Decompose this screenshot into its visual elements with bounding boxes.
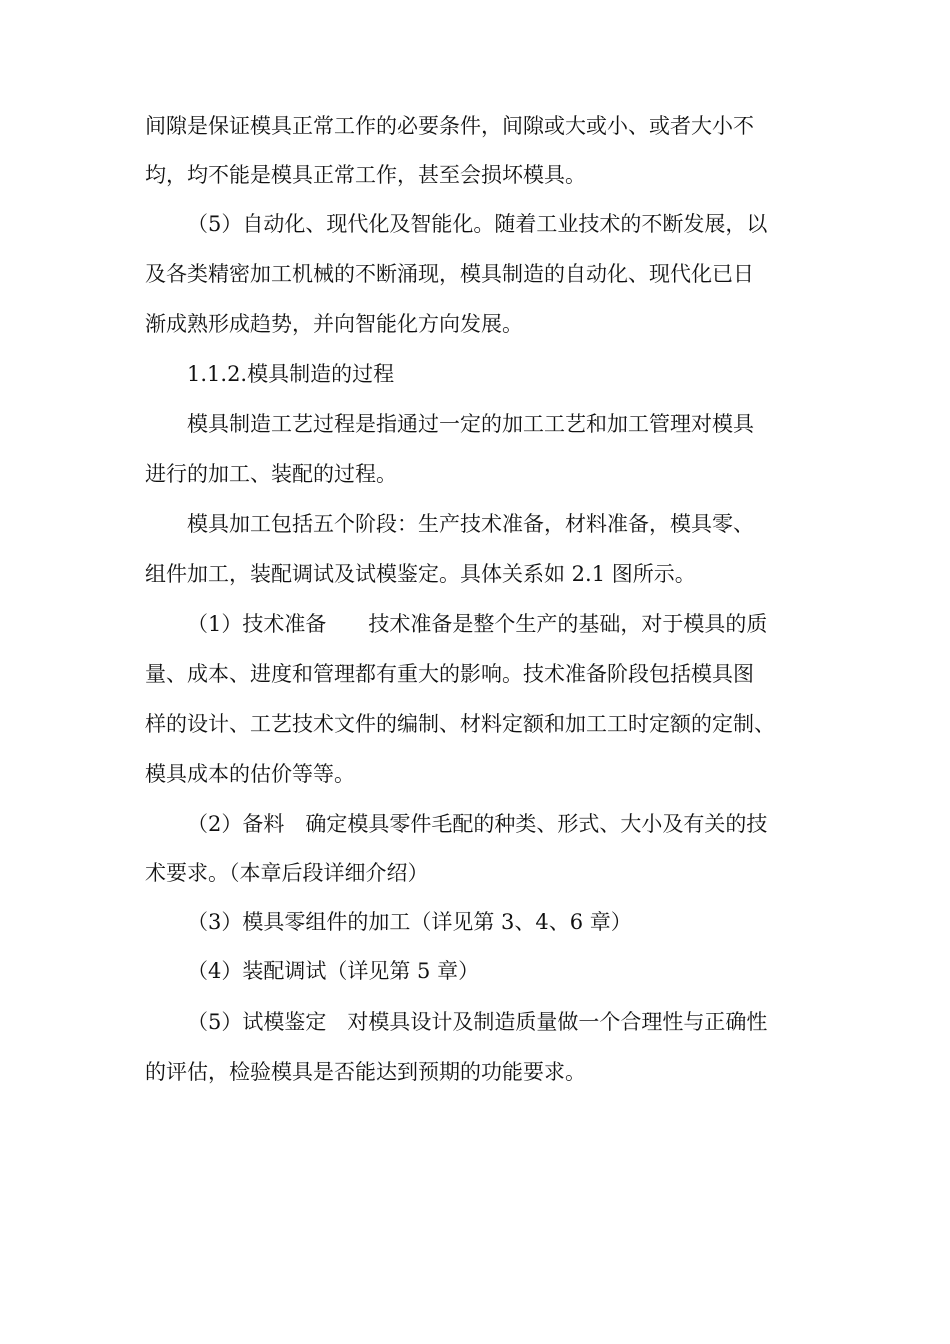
- paragraph-start-line: 模具制造工艺过程是指通过一定的加工工艺和加工管理对模具: [187, 412, 754, 436]
- paragraph-start-line: 模具加工包括五个阶段：生产技术准备，材料准备，模具零、: [187, 512, 754, 536]
- text-line: 量、成本、进度和管理都有重大的影响。技术准备阶段包括模具图: [145, 662, 754, 686]
- paragraph-start-line: （5）试模鉴定 对模具设计及制造质量做一个合理性与正确性: [187, 1010, 768, 1034]
- text-line: 均，均不能是模具正常工作，甚至会损坏模具。: [145, 163, 586, 187]
- text-line: 组件加工，装配调试及试模鉴定。具体关系如 2.1 图所示。: [145, 562, 696, 586]
- text-line: 术要求。（本章后段详细介绍）: [145, 861, 429, 885]
- text-line: 的评估，检验模具是否能达到预期的功能要求。: [145, 1060, 586, 1084]
- text-line: 渐成熟形成趋势，并向智能化方向发展。: [145, 312, 523, 336]
- paragraph-start-line: （4）装配调试（详见第 5 章）: [187, 959, 480, 983]
- paragraph-start-line: （2）备料 确定模具零件毛配的种类、形式、大小及有关的技: [187, 812, 768, 836]
- text-line: 样的设计、工艺技术文件的编制、材料定额和加工工时定额的定制、: [145, 712, 775, 736]
- text-line: 及各类精密加工机械的不断涌现，模具制造的自动化、现代化已日: [145, 262, 754, 286]
- paragraph-start-line: （5）自动化、现代化及智能化。随着工业技术的不断发展，以: [187, 212, 768, 236]
- text-line: 模具成本的估价等等。: [145, 762, 355, 786]
- section-heading: 1.1.2.模具制造的过程: [187, 362, 395, 386]
- paragraph-start-line: （3）模具零组件的加工（详见第 3、4、6 章）: [187, 910, 632, 934]
- text-line: 间隙是保证模具正常工作的必要条件，间隙或大或小、或者大小不: [145, 114, 754, 138]
- text-line: 进行的加工、装配的过程。: [145, 462, 397, 486]
- paragraph-start-line: （1）技术准备 技术准备是整个生产的基础，对于模具的质: [187, 612, 768, 636]
